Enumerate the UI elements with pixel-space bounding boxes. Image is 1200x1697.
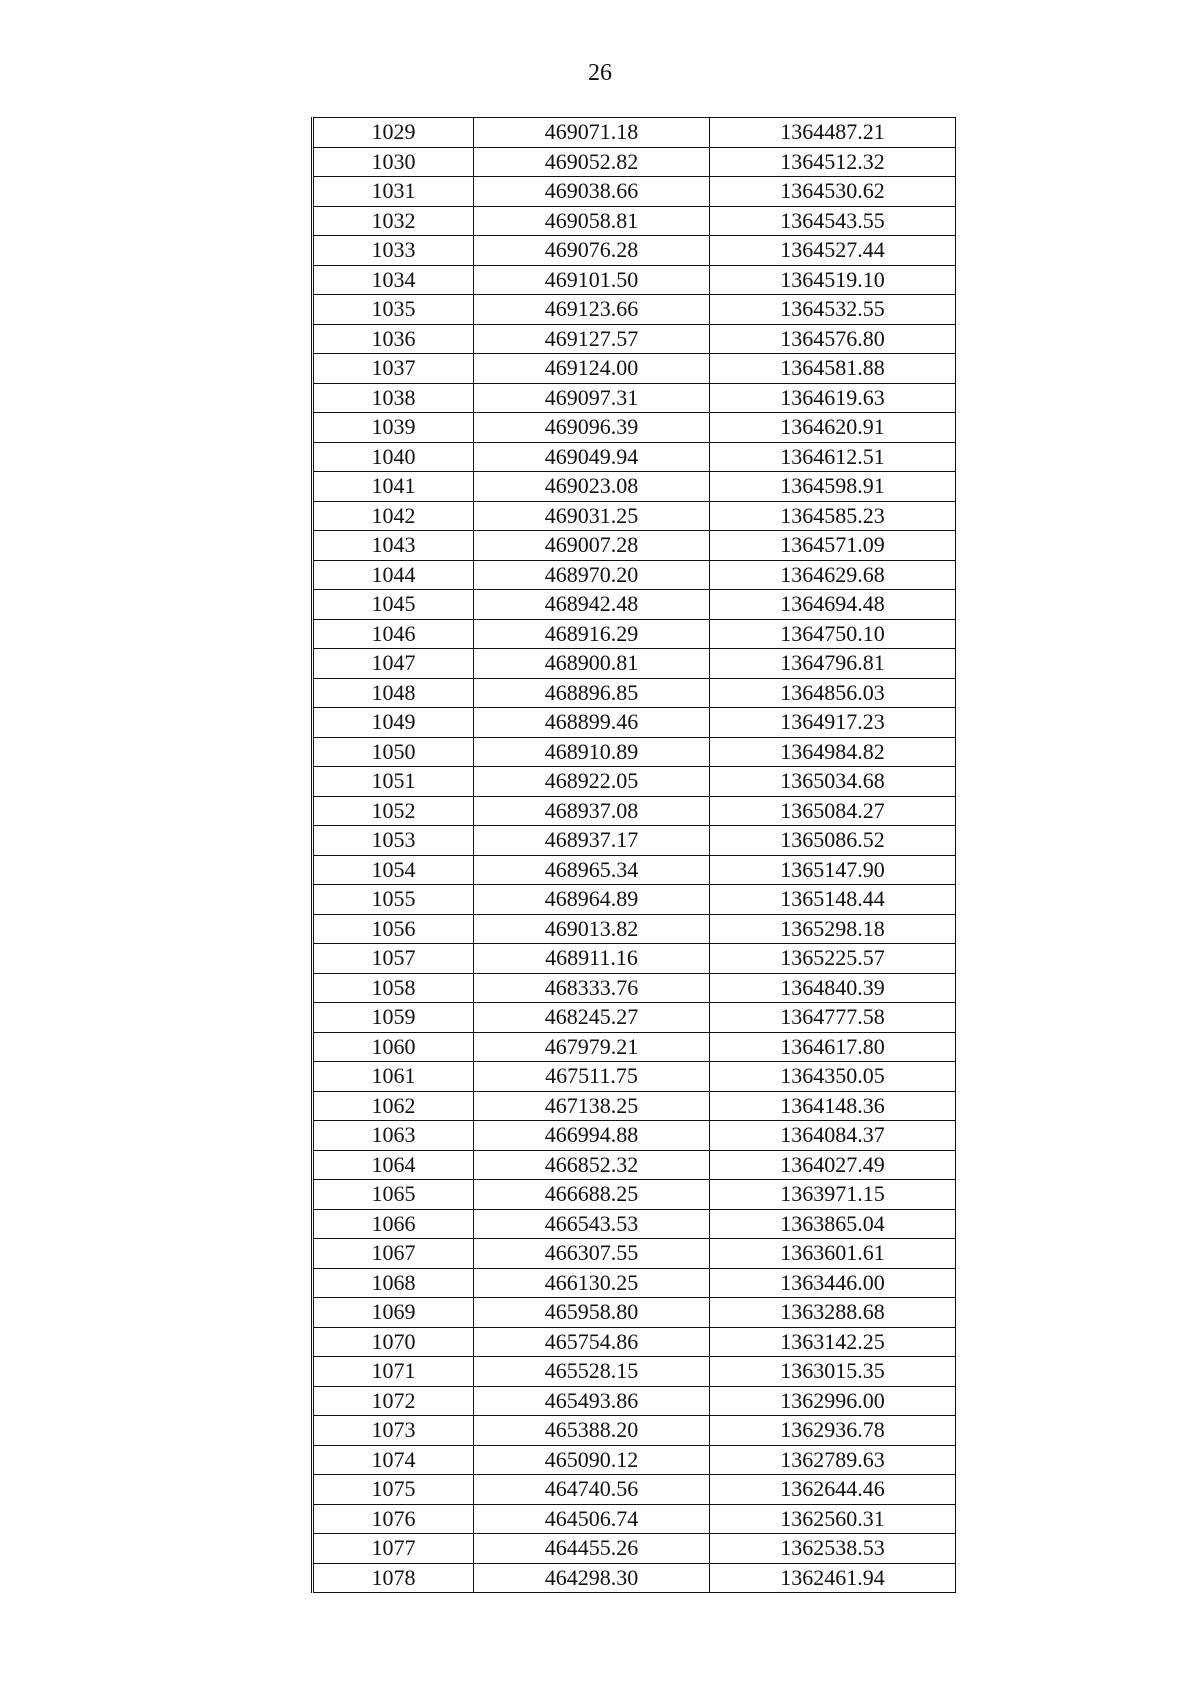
x-coordinate-cell: 465958.80 — [474, 1298, 710, 1328]
table-row — [313, 678, 956, 708]
x-coordinate-cell: 465388.20 — [474, 1416, 710, 1446]
point-number-cell: 1059 — [313, 1003, 474, 1033]
table-row — [313, 1563, 956, 1593]
table-row — [313, 590, 956, 620]
y-coordinate-cell: 1364571.09 — [710, 531, 956, 561]
x-coordinate-cell: 466543.53 — [474, 1209, 710, 1239]
table-row — [313, 1062, 956, 1092]
y-coordinate-cell: 1363288.68 — [710, 1298, 956, 1328]
point-number-cell: 1066 — [313, 1209, 474, 1239]
x-coordinate-cell: 468916.29 — [474, 619, 710, 649]
table-row — [313, 649, 956, 679]
y-coordinate-cell: 1364350.05 — [710, 1062, 956, 1092]
point-number-cell: 1053 — [313, 826, 474, 856]
y-coordinate-cell: 1365084.27 — [710, 796, 956, 826]
table-row — [313, 1504, 956, 1534]
x-coordinate-cell: 469071.18 — [474, 118, 710, 148]
table-row — [313, 501, 956, 531]
point-number-cell: 1076 — [313, 1504, 474, 1534]
x-coordinate-cell: 469052.82 — [474, 147, 710, 177]
table-row — [313, 442, 956, 472]
point-number-cell: 1063 — [313, 1121, 474, 1151]
x-coordinate-cell: 469076.28 — [474, 236, 710, 266]
x-coordinate-cell: 466994.88 — [474, 1121, 710, 1151]
y-coordinate-cell: 1363601.61 — [710, 1239, 956, 1269]
table-row — [313, 147, 956, 177]
y-coordinate-cell: 1362538.53 — [710, 1534, 956, 1564]
y-coordinate-cell: 1362936.78 — [710, 1416, 956, 1446]
point-number-cell: 1046 — [313, 619, 474, 649]
y-coordinate-cell: 1364617.80 — [710, 1032, 956, 1062]
x-coordinate-cell: 468964.89 — [474, 885, 710, 915]
y-coordinate-cell: 1363015.35 — [710, 1357, 956, 1387]
x-coordinate-cell: 464506.74 — [474, 1504, 710, 1534]
point-number-cell: 1036 — [313, 324, 474, 354]
y-coordinate-cell: 1364620.91 — [710, 413, 956, 443]
y-coordinate-cell: 1363865.04 — [710, 1209, 956, 1239]
point-number-cell: 1052 — [313, 796, 474, 826]
x-coordinate-cell: 469127.57 — [474, 324, 710, 354]
point-number-cell: 1074 — [313, 1445, 474, 1475]
point-number-cell: 1050 — [313, 737, 474, 767]
x-coordinate-cell: 468245.27 — [474, 1003, 710, 1033]
y-coordinate-cell: 1362560.31 — [710, 1504, 956, 1534]
y-coordinate-cell: 1365148.44 — [710, 885, 956, 915]
point-number-cell: 1073 — [313, 1416, 474, 1446]
table-row — [313, 1091, 956, 1121]
y-coordinate-cell: 1364148.36 — [710, 1091, 956, 1121]
table-row — [313, 1239, 956, 1269]
y-coordinate-cell: 1364629.68 — [710, 560, 956, 590]
table-row — [313, 1445, 956, 1475]
table-row — [313, 1180, 956, 1210]
x-coordinate-cell: 465528.15 — [474, 1357, 710, 1387]
table-row — [313, 206, 956, 236]
y-coordinate-cell: 1364027.49 — [710, 1150, 956, 1180]
point-number-cell: 1047 — [313, 649, 474, 679]
x-coordinate-cell: 464298.30 — [474, 1563, 710, 1593]
point-number-cell: 1054 — [313, 855, 474, 885]
point-number-cell: 1051 — [313, 767, 474, 797]
y-coordinate-cell: 1364530.62 — [710, 177, 956, 207]
y-coordinate-cell: 1364512.32 — [710, 147, 956, 177]
x-coordinate-cell: 469038.66 — [474, 177, 710, 207]
x-coordinate-cell: 469013.82 — [474, 914, 710, 944]
x-coordinate-cell: 467138.25 — [474, 1091, 710, 1121]
point-number-cell: 1032 — [313, 206, 474, 236]
point-number-cell: 1038 — [313, 383, 474, 413]
y-coordinate-cell: 1362789.63 — [710, 1445, 956, 1475]
point-number-cell: 1077 — [313, 1534, 474, 1564]
x-coordinate-cell: 466852.32 — [474, 1150, 710, 1180]
point-number-cell: 1072 — [313, 1386, 474, 1416]
x-coordinate-cell: 465090.12 — [474, 1445, 710, 1475]
point-number-cell: 1041 — [313, 472, 474, 502]
table-row — [313, 295, 956, 325]
point-number-cell: 1060 — [313, 1032, 474, 1062]
point-number-cell: 1045 — [313, 590, 474, 620]
y-coordinate-cell: 1364856.03 — [710, 678, 956, 708]
point-number-cell: 1031 — [313, 177, 474, 207]
y-coordinate-cell: 1364527.44 — [710, 236, 956, 266]
y-coordinate-cell: 1364796.81 — [710, 649, 956, 679]
y-coordinate-cell: 1364581.88 — [710, 354, 956, 384]
point-number-cell: 1035 — [313, 295, 474, 325]
point-number-cell: 1061 — [313, 1062, 474, 1092]
x-coordinate-cell: 468970.20 — [474, 560, 710, 590]
x-coordinate-cell: 467511.75 — [474, 1062, 710, 1092]
x-coordinate-cell: 468896.85 — [474, 678, 710, 708]
point-number-cell: 1057 — [313, 944, 474, 974]
y-coordinate-cell: 1364543.55 — [710, 206, 956, 236]
x-coordinate-cell: 469124.00 — [474, 354, 710, 384]
table-row — [313, 1416, 956, 1446]
y-coordinate-cell: 1364487.21 — [710, 118, 956, 148]
table-row — [313, 708, 956, 738]
point-number-cell: 1033 — [313, 236, 474, 266]
y-coordinate-cell: 1364532.55 — [710, 295, 956, 325]
y-coordinate-cell: 1362644.46 — [710, 1475, 956, 1505]
table-row — [313, 383, 956, 413]
x-coordinate-cell: 467979.21 — [474, 1032, 710, 1062]
x-coordinate-cell: 469023.08 — [474, 472, 710, 502]
point-number-cell: 1029 — [313, 118, 474, 148]
point-number-cell: 1078 — [313, 1563, 474, 1593]
table-row — [313, 177, 956, 207]
table-row — [313, 619, 956, 649]
point-number-cell: 1044 — [313, 560, 474, 590]
y-coordinate-cell: 1365147.90 — [710, 855, 956, 885]
point-number-cell: 1056 — [313, 914, 474, 944]
table-row — [313, 1003, 956, 1033]
point-number-cell: 1037 — [313, 354, 474, 384]
table-row — [313, 118, 956, 148]
page-number: 26 — [588, 60, 612, 86]
table-row — [313, 1534, 956, 1564]
table-row — [313, 472, 956, 502]
x-coordinate-cell: 469096.39 — [474, 413, 710, 443]
table-row — [313, 531, 956, 561]
y-coordinate-cell: 1364619.63 — [710, 383, 956, 413]
x-coordinate-cell: 465493.86 — [474, 1386, 710, 1416]
point-number-cell: 1043 — [313, 531, 474, 561]
table-row — [313, 914, 956, 944]
x-coordinate-cell: 469007.28 — [474, 531, 710, 561]
x-coordinate-cell: 468965.34 — [474, 855, 710, 885]
x-coordinate-cell: 466307.55 — [474, 1239, 710, 1269]
x-coordinate-cell: 468942.48 — [474, 590, 710, 620]
table-row — [313, 236, 956, 266]
y-coordinate-cell: 1364777.58 — [710, 1003, 956, 1033]
table-row — [313, 737, 956, 767]
y-coordinate-cell: 1364598.91 — [710, 472, 956, 502]
table-row — [313, 265, 956, 295]
point-number-cell: 1040 — [313, 442, 474, 472]
y-coordinate-cell: 1364750.10 — [710, 619, 956, 649]
x-coordinate-cell: 465754.86 — [474, 1327, 710, 1357]
y-coordinate-cell: 1364984.82 — [710, 737, 956, 767]
x-coordinate-cell: 468900.81 — [474, 649, 710, 679]
coordinate-table — [311, 117, 956, 1593]
point-number-cell: 1042 — [313, 501, 474, 531]
table-row — [313, 413, 956, 443]
table-row — [313, 354, 956, 384]
point-number-cell: 1049 — [313, 708, 474, 738]
y-coordinate-cell: 1364840.39 — [710, 973, 956, 1003]
table-row — [313, 1386, 956, 1416]
point-number-cell: 1069 — [313, 1298, 474, 1328]
x-coordinate-cell: 466688.25 — [474, 1180, 710, 1210]
y-coordinate-cell: 1365034.68 — [710, 767, 956, 797]
table-row — [313, 1268, 956, 1298]
table-row — [313, 1327, 956, 1357]
y-coordinate-cell: 1362461.94 — [710, 1563, 956, 1593]
y-coordinate-cell: 1364917.23 — [710, 708, 956, 738]
table-row — [313, 1150, 956, 1180]
y-coordinate-cell: 1364612.51 — [710, 442, 956, 472]
coordinate-table-body — [313, 118, 956, 1593]
point-number-cell: 1048 — [313, 678, 474, 708]
point-number-cell: 1055 — [313, 885, 474, 915]
x-coordinate-cell: 466130.25 — [474, 1268, 710, 1298]
y-coordinate-cell: 1364519.10 — [710, 265, 956, 295]
point-number-cell: 1065 — [313, 1180, 474, 1210]
point-number-cell: 1039 — [313, 413, 474, 443]
y-coordinate-cell: 1362996.00 — [710, 1386, 956, 1416]
x-coordinate-cell: 469101.50 — [474, 265, 710, 295]
point-number-cell: 1075 — [313, 1475, 474, 1505]
x-coordinate-cell: 469058.81 — [474, 206, 710, 236]
y-coordinate-cell: 1364585.23 — [710, 501, 956, 531]
x-coordinate-cell: 468333.76 — [474, 973, 710, 1003]
table-row — [313, 1357, 956, 1387]
x-coordinate-cell: 468922.05 — [474, 767, 710, 797]
table-row — [313, 1475, 956, 1505]
point-number-cell: 1064 — [313, 1150, 474, 1180]
x-coordinate-cell: 468899.46 — [474, 708, 710, 738]
x-coordinate-cell: 468911.16 — [474, 944, 710, 974]
y-coordinate-cell: 1365225.57 — [710, 944, 956, 974]
table-row — [313, 826, 956, 856]
x-coordinate-cell: 468910.89 — [474, 737, 710, 767]
point-number-cell: 1030 — [313, 147, 474, 177]
x-coordinate-cell: 469097.31 — [474, 383, 710, 413]
table-row — [313, 324, 956, 354]
table-row — [313, 885, 956, 915]
table-row — [313, 796, 956, 826]
point-number-cell: 1034 — [313, 265, 474, 295]
x-coordinate-cell: 469031.25 — [474, 501, 710, 531]
table-row — [313, 767, 956, 797]
y-coordinate-cell: 1363142.25 — [710, 1327, 956, 1357]
point-number-cell: 1068 — [313, 1268, 474, 1298]
x-coordinate-cell: 464455.26 — [474, 1534, 710, 1564]
table-row — [313, 1298, 956, 1328]
x-coordinate-cell: 468937.08 — [474, 796, 710, 826]
point-number-cell: 1058 — [313, 973, 474, 1003]
x-coordinate-cell: 464740.56 — [474, 1475, 710, 1505]
y-coordinate-cell: 1365298.18 — [710, 914, 956, 944]
table-row — [313, 973, 956, 1003]
x-coordinate-cell: 468937.17 — [474, 826, 710, 856]
y-coordinate-cell: 1364694.48 — [710, 590, 956, 620]
table-row — [313, 560, 956, 590]
x-coordinate-cell: 469123.66 — [474, 295, 710, 325]
point-number-cell: 1062 — [313, 1091, 474, 1121]
table-row — [313, 944, 956, 974]
x-coordinate-cell: 469049.94 — [474, 442, 710, 472]
table-row — [313, 1121, 956, 1151]
point-number-cell: 1071 — [313, 1357, 474, 1387]
y-coordinate-cell: 1365086.52 — [710, 826, 956, 856]
y-coordinate-cell: 1363446.00 — [710, 1268, 956, 1298]
point-number-cell: 1070 — [313, 1327, 474, 1357]
table-row — [313, 1209, 956, 1239]
y-coordinate-cell: 1364084.37 — [710, 1121, 956, 1151]
table-row — [313, 1032, 956, 1062]
point-number-cell: 1067 — [313, 1239, 474, 1269]
y-coordinate-cell: 1363971.15 — [710, 1180, 956, 1210]
table-row — [313, 855, 956, 885]
y-coordinate-cell: 1364576.80 — [710, 324, 956, 354]
